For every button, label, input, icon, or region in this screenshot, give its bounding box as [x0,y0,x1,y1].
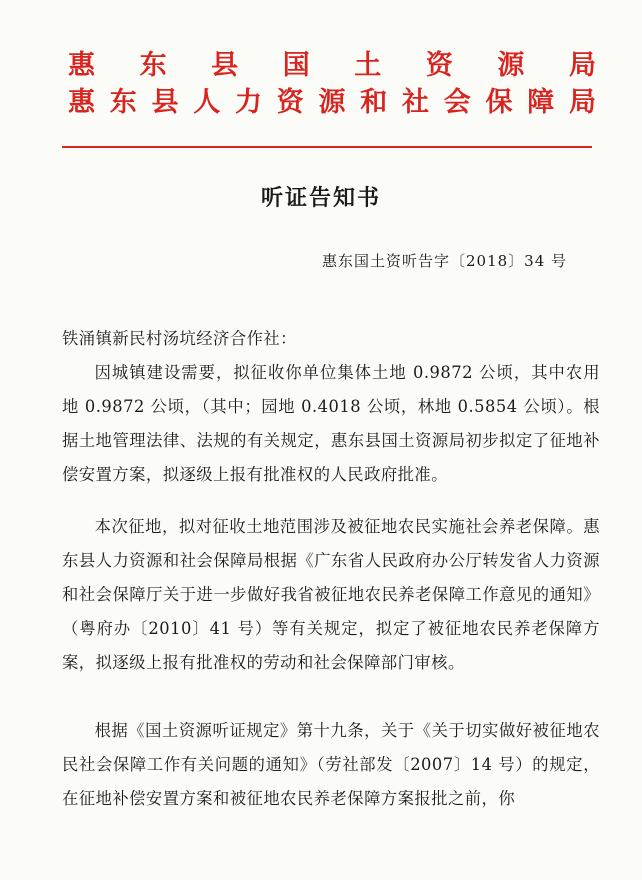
header-line1-char: 土 [354,50,382,81]
header-line1-char: 局 [568,50,596,81]
header-line2-char: 障 [527,87,555,118]
paragraph-text: 因城镇建设需要，拟征收你单位集体土地 0.9872 公顷，其中农用地 0.9872 公顷，（其中；园地 0.4018 公顷，林地 0.5854 公顷）。根据土地管理法律、法规的有关规定，惠东县国土资源局初步拟定了征地补偿安置方案，拟逐级上报有批准权的人民政府批准。 [62,363,600,484]
header-line1-char: 县 [211,50,239,81]
header-line2-char: 力 [235,87,262,118]
header-line1-char: 资 [425,50,453,81]
header-line2-char: 资 [276,87,304,118]
header-line2-char: 保 [485,87,513,118]
header-line2-char: 社 [402,87,429,118]
header-line1-char: 国 [282,50,310,81]
header-line2-char: 惠 [68,87,95,118]
paragraph-3 [62,714,600,816]
header-line1-char: 惠 [68,50,95,81]
document-title: 听证告知书 [260,185,381,211]
issuer-name-hr-social-security-bureau [68,87,596,119]
header-line2-char: 局 [569,87,596,118]
header-line2-char: 会 [443,87,471,118]
header-line1-char: 东 [139,50,167,81]
paragraph-2 [62,510,600,680]
header-line2-char: 源 [318,87,346,118]
issuer-name-land-resources-bureau [68,50,596,82]
header-line1-char: 源 [497,50,525,81]
paragraph-text: 根据《国土资源听证规定》第十九条，关于《关于切实做好被征地农民社会保障工作有关问题的通知》（劳社部发〔2007〕14 号）的规定，在征地补偿安置方案和被征地农民养老保障方案报批之前，你 [62,721,600,808]
header-line2-char: 县 [151,87,179,118]
paragraph-text: 本次征地，拟对征收土地范围涉及被征地农民实施社会养老保障。惠东县人力资源和社会保障局根据《广东省人民政府办公厅转发省人力资源和社会保障厅关于进一步做好我省被征地农民养老保障工作意见的通知》（粤府办〔2010〕41 号）等有关规定，拟定了被征地农民养老保障方案，拟逐级上报有批准权的劳动和社会保障部门审核。 [62,517,600,672]
document-number: 惠东国土资听告字〔2018〕34 号 [322,252,568,270]
header-line2-char: 人 [193,87,221,118]
paragraph-1 [62,356,600,492]
header-line2-char: 和 [360,87,388,118]
header-line2-char: 东 [109,87,137,118]
red-header-divider [62,146,592,148]
salutation: 铁涌镇新民村汤坑经济合作社： [62,329,297,348]
